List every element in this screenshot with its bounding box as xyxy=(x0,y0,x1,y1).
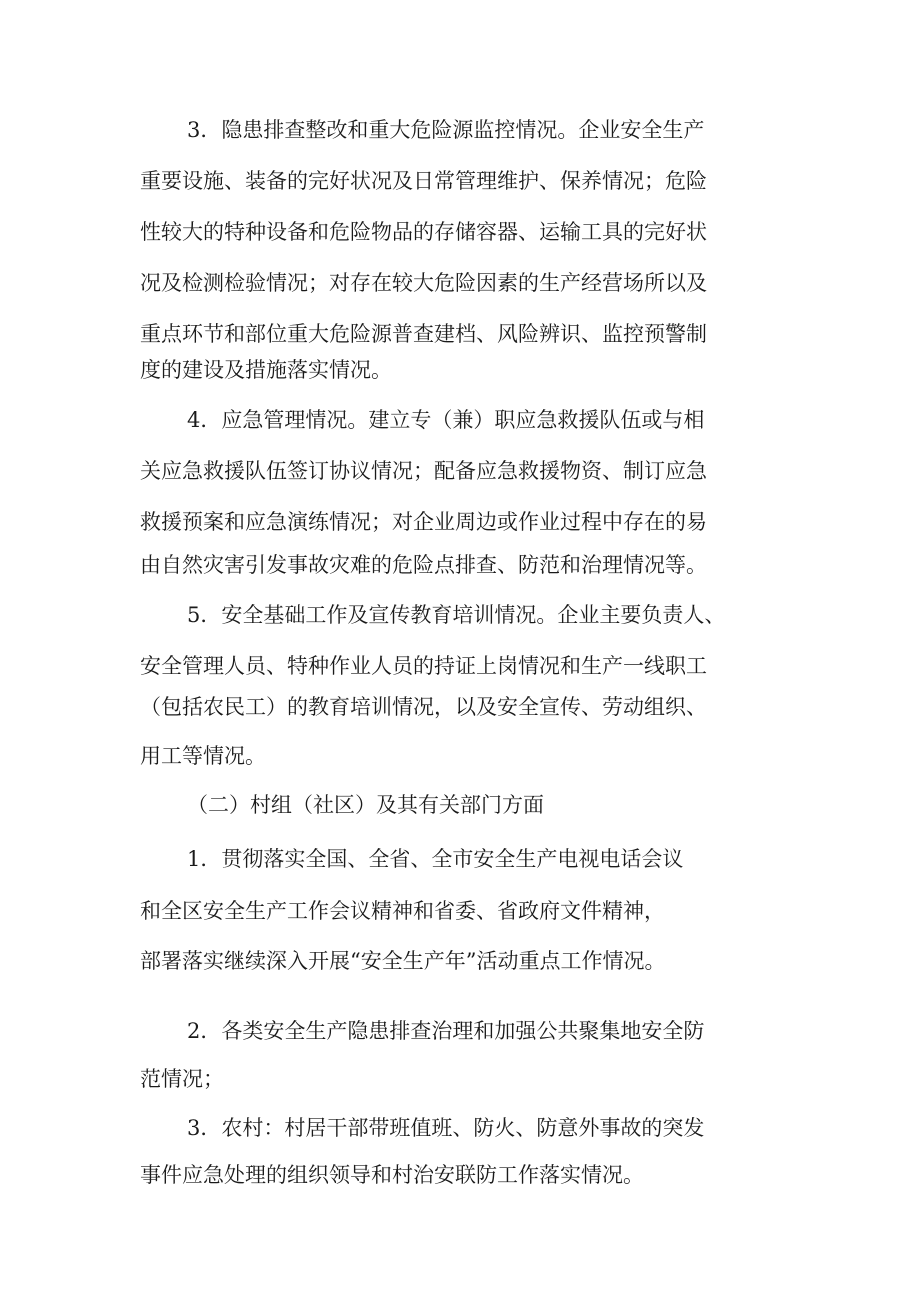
text-line: 重点环节和部位重大危险源普查建档、风险辨识、监控预警制 xyxy=(140,322,707,346)
section-title: （二）村组（社区）及其有关部门方面 xyxy=(187,793,544,817)
text-line: 事件应急处理的组织领导和村治安联防工作落实情况。 xyxy=(140,1163,644,1187)
text-line: 况及检测检验情况；对存在较大危险因素的生产经营场所以及 xyxy=(140,271,707,295)
text-line: 性较大的特种设备和危险物品的存储容器、运输工具的完好状 xyxy=(140,220,707,244)
text-line: 5．安全基础工作及宣传教育培训情况。企业主要负责人、 xyxy=(187,603,726,627)
text-line: 部署落实继续深入开展“安全生产年”活动重点工作情况。 xyxy=(140,949,666,973)
text-line: 4．应急管理情况。建立专（兼）职应急救援队伍或与相 xyxy=(187,408,705,432)
text-line: 安全管理人员、特种作业人员的持证上岗情况和生产一线职工 xyxy=(140,654,707,678)
text-line: 关应急救援队伍签订协议情况；配备应急救援物资、制订应急 xyxy=(140,459,707,483)
text-line: 3．农村：村居干部带班值班、防火、防意外事故的突发 xyxy=(187,1116,705,1140)
text-line: 度的建设及措施落实情况。 xyxy=(140,358,392,382)
text-line: （包括农民工）的教育培训情况，以及安全宣传、劳动组织、 xyxy=(140,695,707,719)
text-line: 2．各类安全生产隐患排查治理和加强公共聚集地安全防 xyxy=(187,1019,705,1043)
text-line: 3．隐患排查整改和重大危险源监控情况。企业安全生产 xyxy=(187,118,705,142)
text-line: 救援预案和应急演练情况；对企业周边或作业过程中存在的易 xyxy=(140,510,707,534)
text-line: 用工等情况。 xyxy=(140,744,266,768)
text-line: 重要设施、装备的完好状况及日常管理维护、保养情况；危险 xyxy=(140,169,707,193)
text-line: 范情况； xyxy=(140,1067,224,1091)
text-line: 和全区安全生产工作会议精神和省委、省政府文件精神， xyxy=(140,899,665,923)
text-line: 由自然灾害引发事故灾难的危险点排查、防范和治理情况等。 xyxy=(140,553,707,577)
text-line: 1．贯彻落实全国、全省、全市安全生产电视电话会议 xyxy=(187,847,684,871)
